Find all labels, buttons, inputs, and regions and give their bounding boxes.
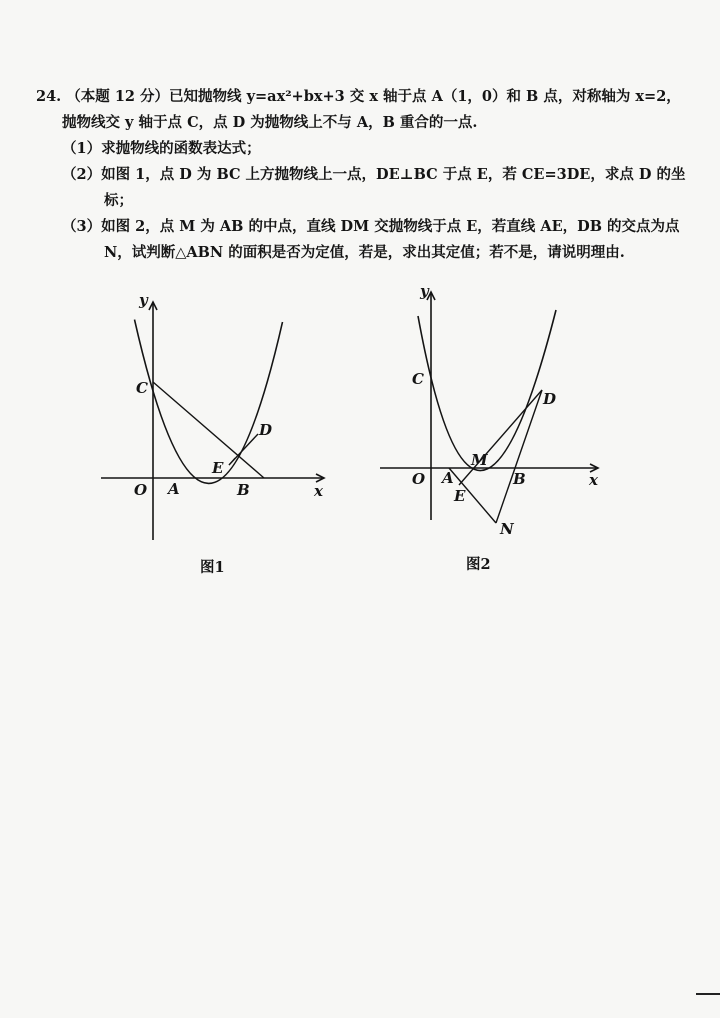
label-c: C bbox=[136, 379, 148, 397]
label-b: B bbox=[513, 470, 526, 488]
figure-2-caption: 图2 bbox=[466, 556, 491, 573]
question-part-3-line-1: （3）如图 2，点 M 为 AB 的中点，直线 DM 交抛物线于点 E，若直线 AE，DB 的交点为点 bbox=[62, 218, 680, 235]
question-part-3-line-2: N，试判断△ABN 的面积是否为定值，若是，求出其定值；若不是，请说明理由. bbox=[104, 244, 625, 261]
question-part-2-line-2: 标； bbox=[104, 192, 133, 209]
label-origin: O bbox=[412, 470, 426, 488]
figure-2-diagram bbox=[376, 280, 606, 545]
parabola bbox=[418, 310, 556, 471]
label-y: y bbox=[139, 291, 148, 309]
question-part-2-line-1: （2）如图 1，点 D 为 BC 上方抛物线上一点，DE⊥BC 于点 E，若 CE=3DE，求点 D 的坐 bbox=[62, 166, 686, 183]
label-x: x bbox=[314, 482, 323, 500]
page-edge-mark bbox=[696, 993, 720, 995]
label-a: A bbox=[168, 480, 180, 498]
label-a: A bbox=[442, 469, 454, 487]
question-24 bbox=[36, 84, 696, 266]
label-d: D bbox=[543, 390, 557, 408]
label-y: y bbox=[420, 282, 429, 300]
label-e: E bbox=[212, 459, 224, 477]
segment-cb bbox=[153, 382, 264, 478]
figure-1-diagram bbox=[96, 288, 336, 553]
figure-1-caption: 图1 bbox=[200, 559, 225, 576]
label-n: N bbox=[500, 520, 514, 538]
question-line-2: 抛物线交 y 轴于点 C，点 D 为抛物线上不与 A，B 重合的一点. bbox=[62, 114, 478, 131]
line-dn bbox=[496, 390, 542, 523]
parabola bbox=[135, 320, 283, 484]
label-e: E bbox=[454, 487, 466, 505]
question-part-1: （1）求抛物线的函数表达式； bbox=[62, 140, 261, 157]
label-origin: O bbox=[134, 481, 148, 499]
label-b: B bbox=[237, 481, 250, 499]
label-c: C bbox=[412, 370, 424, 388]
label-m: M bbox=[471, 451, 488, 469]
question-line-1: 24. （本题 12 分）已知抛物线 y=ax²+bx+3 交 x 轴于点 A（1，0）和 B 点，对称轴为 x=2， bbox=[36, 88, 681, 105]
line-dme bbox=[459, 390, 542, 485]
label-x: x bbox=[589, 471, 598, 489]
label-d: D bbox=[259, 421, 273, 439]
